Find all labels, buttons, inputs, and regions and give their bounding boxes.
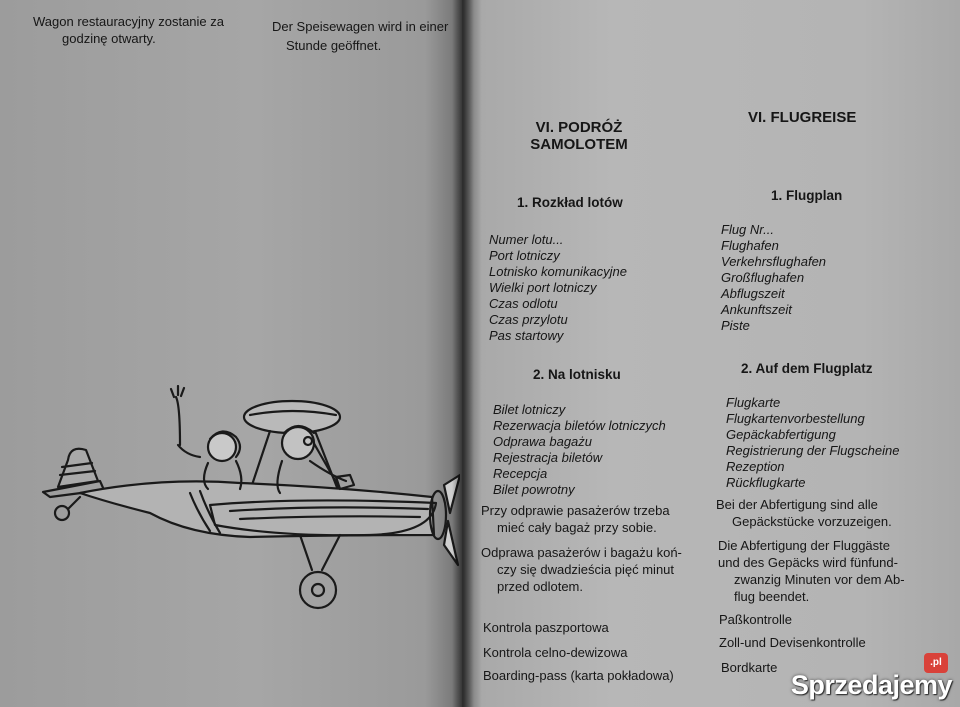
- list-item: Recepcja: [493, 466, 548, 481]
- section1-list-pl: [489, 232, 627, 344]
- list-item: Rezerwacja biletów lotniczych: [493, 418, 666, 433]
- list-item: Lotnisko komunikacyjne: [489, 264, 628, 279]
- section1-heading-pl: 1. Rozkład lotów: [517, 195, 623, 210]
- section1-list-de: [721, 222, 826, 334]
- section2-heading-pl: 2. Na lotnisku: [533, 367, 621, 382]
- chapter-title-pl-line-1: VI. PODRÓŻ: [535, 119, 623, 136]
- list-item: Großflughafen: [721, 270, 805, 285]
- list-item: Port lotniczy: [489, 248, 560, 263]
- list-item: Verkehrsflughafen: [721, 254, 827, 269]
- list-item: Czas przylotu: [489, 312, 568, 327]
- list-item: Flughafen: [721, 238, 779, 253]
- list-item: Abflugszeit: [721, 286, 785, 301]
- list-item: Rezeption: [726, 459, 785, 474]
- right-page: [462, 0, 960, 707]
- sentence1-de-line-2: Gepäckstücke vorzuzeigen.: [732, 514, 892, 529]
- list-item: Piste: [721, 318, 750, 333]
- list-item: Registrierung der Flugscheine: [726, 443, 900, 458]
- book-gutter: [452, 0, 474, 707]
- term-de-passport-control: Paßkontrolle: [719, 612, 792, 627]
- watermark-badge: .pl: [924, 653, 948, 673]
- sentence2-de-line-3: zwanzig Minuten vor dem Ab-: [734, 572, 905, 587]
- sentence1-pl-line-1: Przy odprawie pasażerów trzeba: [481, 503, 670, 518]
- list-item: Flug Nr...: [721, 222, 774, 237]
- term-de-boarding-pass: Bordkarte: [721, 660, 778, 675]
- list-item: Flugkarte: [726, 395, 781, 410]
- section2-list-pl: [493, 402, 666, 498]
- list-item: Odprawa bagażu: [493, 434, 593, 449]
- sentence1-de-line-1: Bei der Abfertigung sind alle: [716, 497, 878, 512]
- sentence2-de-line-1: Die Abfertigung der Fluggäste: [718, 538, 890, 553]
- list-item: Gepäckabfertigung: [726, 427, 836, 442]
- airplane-illustration: [40, 385, 460, 625]
- section2-heading-de: 2. Auf dem Flugplatz: [741, 361, 873, 376]
- list-item: Rückflugkarte: [726, 475, 806, 490]
- left-de-sentence-line-2: Stunde geöffnet.: [286, 38, 382, 53]
- term-pl-customs-control: Kontrola celno-dewizowa: [483, 645, 628, 660]
- left-de-sentence-line-1: Der Speisewagen wird in einer: [272, 19, 449, 34]
- sentence2-pl-line-3: przed odlotem.: [497, 579, 583, 594]
- left-pl-sentence-line-2: godzinę otwarty.: [62, 31, 156, 46]
- term-pl-passport-control: Kontrola paszportowa: [483, 620, 609, 635]
- term-de-customs-control: Zoll-und Devisenkontrolle: [719, 635, 866, 650]
- sentence2-de-line-2: und des Gepäcks wird fünfund-: [718, 555, 898, 570]
- list-item: Pas startowy: [489, 328, 564, 343]
- list-item: Numer lotu...: [489, 232, 564, 247]
- chapter-title-de: VI. FLUGREISE: [748, 109, 857, 126]
- list-item: Rejestracja biletów: [493, 450, 603, 465]
- list-item: Czas odlotu: [489, 296, 558, 311]
- sentence1-pl-line-2: mieć cały bagaż przy sobie.: [497, 520, 657, 535]
- chapter-title-pl: [520, 119, 638, 153]
- watermark-logo: Sprzedajemy: [790, 670, 952, 700]
- term-pl-boarding-pass: Boarding-pass (karta pokładowa): [483, 668, 674, 683]
- sentence2-de-line-4: flug beendet.: [734, 589, 810, 604]
- left-pl-sentence-line-1: Wagon restauracyjny zostanie za: [33, 14, 225, 29]
- section1-heading-de: 1. Flugplan: [771, 188, 843, 203]
- list-item: Bilet powrotny: [493, 482, 575, 497]
- sentence2-pl-line-1: Odprawa pasażerów i bagażu koń-: [481, 545, 682, 560]
- sentence2-pl-line-2: czy się dwadzieścia pięć minut: [497, 562, 675, 577]
- chapter-title-pl-line-2: SAMOLOTEM: [530, 136, 628, 153]
- list-item: Wielki port lotniczy: [489, 280, 597, 295]
- list-item: Flugkartenvorbestellung: [726, 411, 865, 426]
- left-page: [0, 0, 462, 707]
- list-item: Bilet lotniczy: [493, 402, 566, 417]
- section2-list-de: [726, 395, 899, 491]
- list-item: Ankunftszeit: [721, 302, 792, 317]
